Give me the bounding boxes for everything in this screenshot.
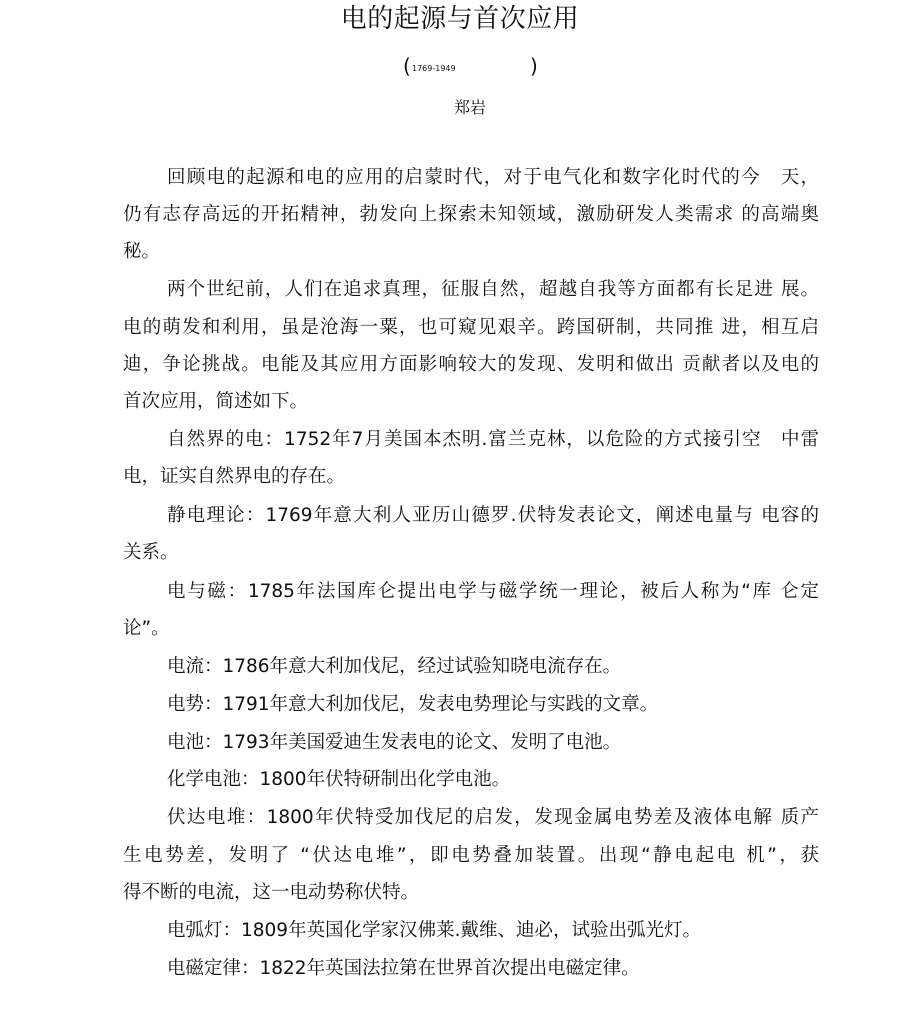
body-line: 关系。 [123, 542, 179, 563]
date-range-block [403, 55, 543, 79]
open-parenthesis: ( [403, 54, 411, 78]
body-line: 回顾电的起源和电的应用的启蒙时代，对于电气化和数字化时代的今 天， [167, 167, 819, 188]
body-line: 电弧灯：1809年英国化学家汉佛莱.戴维、迪必，试验出弧光灯。 [167, 920, 701, 941]
body-line: 迪，争论挑战。电能及其应用方面影响较大的发现、发明和做出 贡献者以及电的 [123, 354, 819, 375]
body-line: 伏达电堆：1800年伏特受加伐尼的启发，发现金属电势差及液体电解 质产 [167, 807, 819, 828]
body-line: 自然界的电：1752年7月美国本杰明.富兰克林，以危险的方式接引空 中雷 [167, 429, 819, 450]
body-line: 电流：1786年意大利加伐尼，经过试验知晓电流存在。 [167, 656, 622, 677]
body-line: 仍有志存高远的开拓精神，勃发向上探索未知领域，激励研发人类需求 的高端奥 [123, 204, 819, 225]
author-name: 郑岩 [453, 98, 486, 117]
body-line: 电势：1791年意大利加伐尼，发表电势理论与实践的文章。 [167, 694, 659, 715]
body-line: 化学电池：1800年伏特研制出化学电池。 [167, 769, 511, 790]
body-line: 静电理论：1769年意大利人亚历山德罗.伏特发表论文，阐述电量与 电容的 [167, 505, 819, 526]
body-line: 电与磁：1785年法国库仑提出电学与磁学统一理论，被后人称为“库 仑定 [167, 581, 819, 602]
document-title: 电的起源与首次应用 [340, 4, 580, 34]
body-line: 电的萌发和利用，虽是沧海一粟，也可窥见艰辛。跨国研制，共同推 进，相互启 [123, 317, 819, 338]
date-range: 1769-1949 [412, 64, 456, 73]
body-line: 电磁定律：1822年英国法拉第在世界首次提出电磁定律。 [167, 958, 640, 979]
body-line: 两个世纪前，人们在追求真理，征服自然，超越自我等方面都有长足进 展。 [167, 279, 819, 300]
body-line: 得不断的电流，这一电动势称伏特。 [123, 882, 420, 903]
body-line: 秘。 [123, 241, 161, 262]
body-line: 电池：1793年美国爱迪生发表电的论文、发明了电池。 [167, 732, 622, 753]
body-line: 生电势差，发明了 “伏达电堆”，即电势叠加装置。出现“静电起电 机”，获 [123, 845, 819, 866]
close-parenthesis: ) [530, 54, 538, 78]
body-line: 首次应用，简述如下。 [123, 391, 309, 412]
body-line: 电，证实自然界电的存在。 [123, 466, 346, 487]
body-line: 论”。 [123, 618, 170, 639]
